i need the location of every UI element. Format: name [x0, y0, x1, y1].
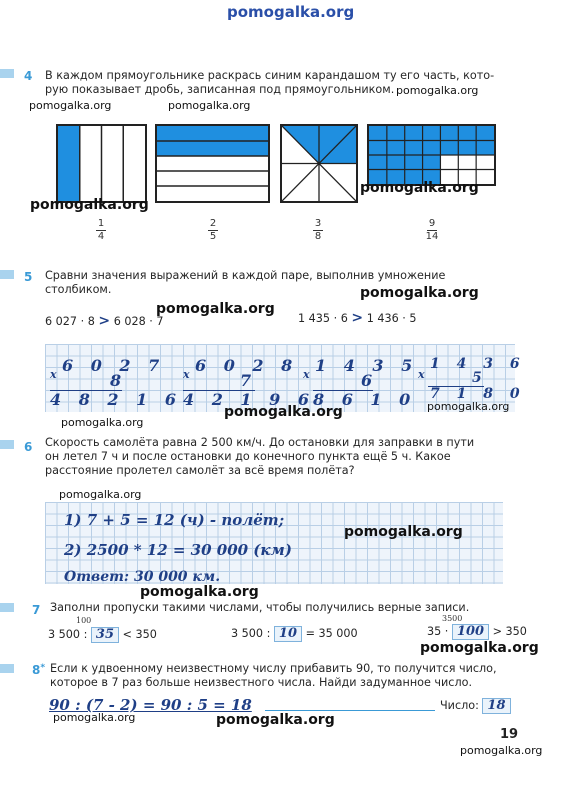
header-watermark: pomogalka.org: [227, 3, 355, 21]
watermark: pomogalka.org: [216, 712, 335, 728]
watermark: pomogalka.org: [156, 301, 275, 317]
column-multiplier: 5: [472, 370, 482, 386]
column-result: 4 8 2 1 6: [50, 390, 182, 409]
expr1-sign[interactable]: >: [98, 313, 111, 329]
fraction-denominator: 8: [314, 231, 322, 242]
task5-text-line2: столбиком.: [45, 283, 112, 296]
item3-prefix: 35 ·: [427, 625, 449, 638]
watermark: pomogalka.org: [396, 84, 479, 97]
fraction-rectangle-4[interactable]: [367, 124, 496, 186]
expr1-left: 6 027 · 8: [45, 315, 95, 328]
column-result: 4 2 1 9 6: [183, 390, 315, 409]
fraction-denominator: 4: [97, 231, 105, 242]
watermark: pomogalka.org: [59, 488, 142, 501]
item1-prefix: 3 500 :: [48, 628, 88, 641]
rect1-drawing: [58, 126, 145, 201]
task6-text-line1: Скорость самолёта равна 2 500 км/ч. До остановки для заправки в пути: [45, 436, 475, 449]
item1-answer-box[interactable]: 35: [91, 627, 119, 643]
watermark: pomogalka.org: [360, 180, 479, 196]
watermark: pomogalka.org: [53, 711, 136, 724]
fill-item-3: [427, 624, 527, 640]
item2-answer-box[interactable]: 10: [274, 626, 302, 642]
column-top-number: 1 4 3 6: [430, 356, 526, 372]
multiply-sign: x: [183, 368, 190, 381]
task5-number: 5: [24, 270, 33, 284]
column-multiplier: 7: [240, 371, 252, 390]
multiply-sign: x: [50, 368, 57, 381]
item1-suffix: < 350: [122, 628, 157, 641]
column-multiplier: 6: [361, 371, 373, 390]
watermark: pomogalka.org: [140, 584, 259, 600]
solution-line-2: 2) 2500 * 12 = 30 000 (км): [64, 541, 292, 559]
watermark: pomogalka.org: [360, 285, 479, 301]
fraction-numerator: 9: [428, 218, 436, 229]
task-marker: [0, 603, 14, 612]
task4-text-line1: В каждом прямоугольнике раскрась синим карандашом ту его часть, кото-: [45, 69, 495, 82]
answer-box[interactable]: 18: [482, 698, 510, 714]
item3-answer-box[interactable]: 100: [452, 624, 489, 640]
watermark: pomogalka.org: [460, 744, 543, 757]
fill-item-2: [231, 626, 358, 642]
fraction-label-4: [417, 218, 447, 243]
task7-number: 7: [32, 603, 41, 617]
task4-number: 4: [24, 69, 33, 83]
multiply-sign: x: [418, 368, 425, 381]
fraction-label-3: [303, 218, 333, 243]
answer-label: Число:: [440, 699, 479, 712]
task8-text-line1: Если к удвоенному неизвестному числу прибавить 90, то получится число,: [50, 662, 497, 675]
column-top-number: 1 4 3 5: [315, 356, 419, 375]
watermark: pomogalka.org: [61, 416, 144, 429]
fraction-numerator: 1: [97, 218, 105, 229]
expr1-right: 6 028 · 7: [113, 315, 164, 328]
fraction-rectangle-2[interactable]: [155, 124, 270, 203]
task-marker: [0, 664, 14, 673]
item3-hint: 3500: [442, 614, 463, 623]
task8-answer-line: [265, 710, 435, 711]
expr2-right: 1 436 · 5: [366, 312, 417, 325]
solution-line-1: 1) 7 + 5 = 12 (ч) - полёт;: [64, 511, 285, 529]
expr2-sign[interactable]: >: [351, 310, 364, 326]
expr2-left: 1 435 · 6: [298, 312, 348, 325]
fill-item-1: [48, 627, 157, 643]
item2-suffix: = 35 000: [305, 627, 358, 640]
task-marker: [0, 270, 14, 279]
watermark: pomogalka.org: [29, 99, 112, 112]
fraction-numerator: 2: [209, 218, 217, 229]
column-multiplier: 8: [110, 371, 122, 390]
column-top-number: 6 0 2 8: [195, 356, 299, 375]
fraction-denominator: 5: [209, 231, 217, 242]
task6-number: 6: [24, 440, 33, 454]
fraction-label-1: [86, 218, 116, 243]
fraction-rectangle-1[interactable]: [56, 124, 147, 203]
watermark: pomogalka.org: [168, 99, 251, 112]
task8-number-digit: 8: [32, 663, 41, 677]
item1-hint: 100: [76, 616, 92, 625]
task8-solution: 90 : (7 - 2) = 90 : 5 = 18: [49, 696, 252, 714]
task8-text-line2: которое в 7 раз больше неизвестного числа. Найди задуманное число.: [50, 676, 473, 689]
column-result: 8 6 1 0: [313, 390, 417, 409]
task8-star: *: [40, 663, 46, 673]
task-marker: [0, 440, 14, 449]
page-number: 19: [500, 727, 519, 742]
rect3-drawing: [282, 126, 356, 201]
watermark: pomogalka.org: [344, 524, 463, 540]
item3-suffix: > 350: [492, 625, 527, 638]
task6-text-line2: он летел 7 ч и после остановки до конечного пункта ещё 5 ч. Какое: [45, 450, 451, 463]
answer-line: Ответ: 30 000 км.: [64, 569, 221, 585]
item2-prefix: 3 500 :: [231, 627, 271, 640]
task-marker: [0, 69, 14, 78]
compare-pair-2: [298, 311, 417, 326]
multiply-sign: x: [303, 368, 310, 381]
watermark: pomogalka.org: [420, 640, 539, 656]
watermark: pomogalka.org: [224, 404, 343, 420]
watermark: pomogalka.org: [427, 400, 510, 413]
task7-text: Заполни пропуски такими числами, чтобы получились верные записи.: [50, 601, 470, 614]
watermark: pomogalka.org: [30, 197, 149, 213]
rect4-drawing: [369, 126, 494, 184]
fraction-numerator: 3: [314, 218, 322, 229]
rect2-drawing: [157, 126, 268, 201]
task4-text-line2: рую показывает дробь, записанная под прямоугольником.: [45, 83, 395, 96]
compare-pair-1: [45, 314, 164, 329]
fraction-label-2: [198, 218, 228, 243]
fraction-denominator: 14: [425, 231, 439, 242]
column-top-number: 6 0 2 7: [62, 356, 166, 375]
task5-text-line1: Сравни значения выражений в каждой паре, выполнив умножение: [45, 269, 446, 282]
column-result: 7 1 8 0: [430, 386, 526, 402]
task8-number: [32, 663, 45, 677]
fraction-rectangle-3[interactable]: [280, 124, 358, 203]
task8-answer: [440, 698, 511, 714]
task6-text-line3: расстояние пролетел самолёт за всё время полёта?: [45, 464, 355, 477]
